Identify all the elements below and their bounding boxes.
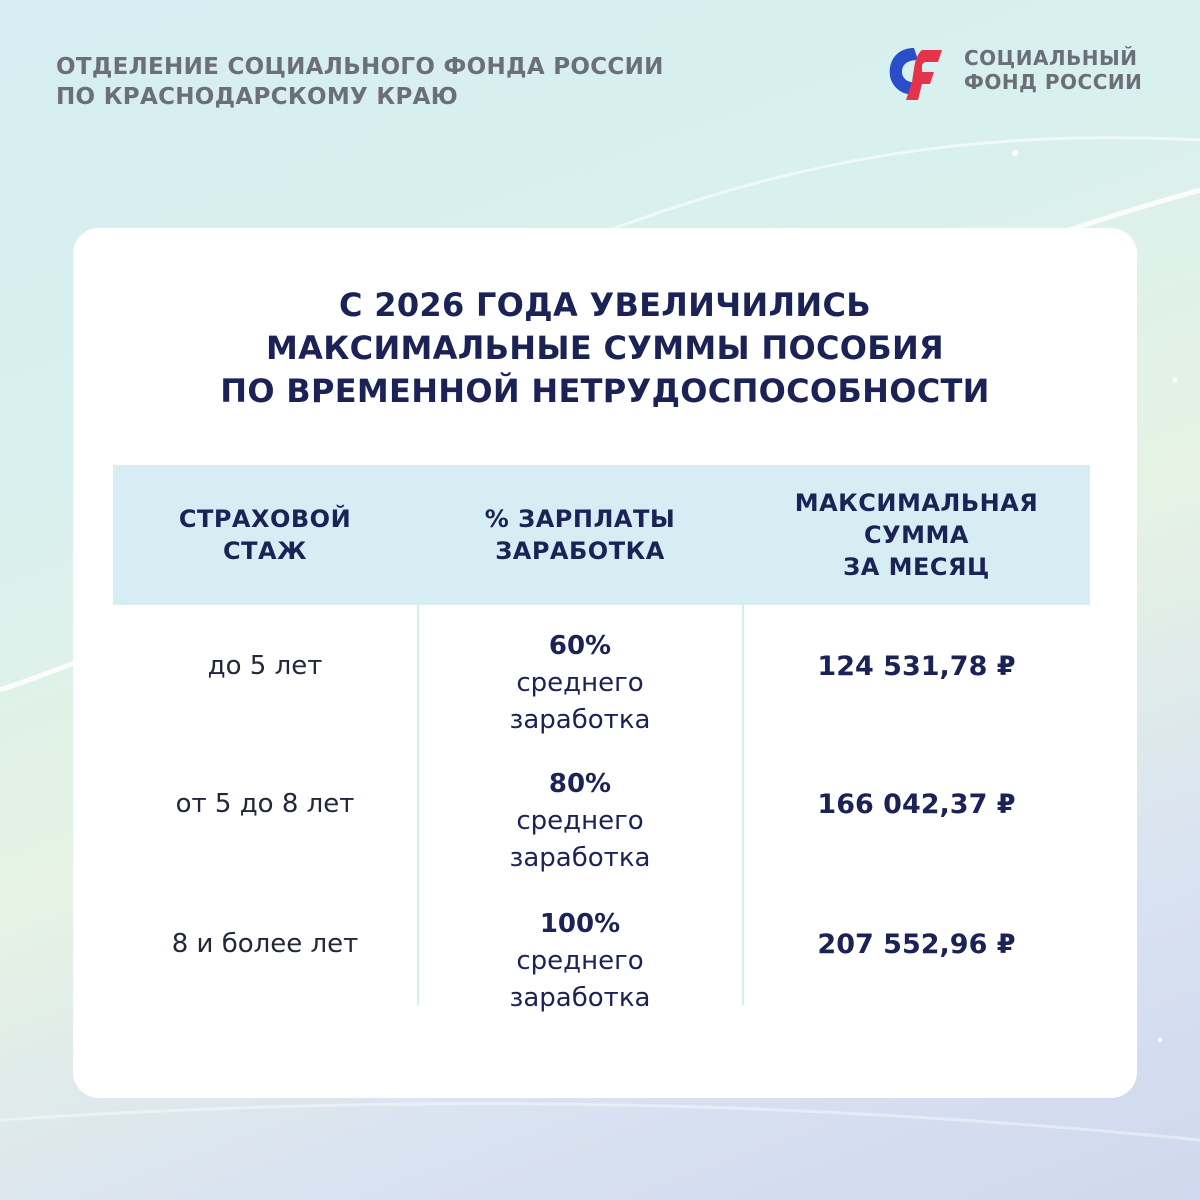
row-percent-line3: заработка (509, 983, 651, 1013)
row-percent-value: 100% (539, 909, 621, 939)
title-line3: ПО ВРЕМЕННОЙ НЕТРУДОСПОСОБНОСТИ (220, 372, 990, 410)
info-card (73, 228, 1137, 1098)
header-percent (417, 465, 743, 605)
org-name-line2: ПО КРАСНОДАРСКОМУ КРАЮ (56, 84, 459, 110)
title-line2: МАКСИМАЛЬНЫЕ СУММЫ ПОСОБИЯ (266, 329, 944, 367)
table-row (113, 766, 1090, 896)
row-percent-value: 80% (548, 769, 612, 799)
table-header (113, 465, 1090, 605)
row-amount: 124 531,78 ₽ (817, 651, 1016, 682)
social-fund-logo (884, 38, 1154, 104)
row-percent-line3: заработка (509, 705, 651, 735)
header-percent-line2: ЗАРАБОТКА (495, 537, 665, 565)
title-line1: С 2026 ГОДА УВЕЛИЧИЛИСЬ (339, 286, 871, 324)
org-name-line1: ОТДЕЛЕНИЕ СОЦИАЛЬНОГО ФОНДА РОССИИ (56, 54, 664, 80)
table-row (113, 906, 1090, 1036)
row-amount: 207 552,96 ₽ (817, 929, 1016, 960)
row-percent-line2: среднего (516, 946, 644, 976)
row-percent-line3: заработка (509, 843, 651, 873)
header-max-sum-line3: ЗА МЕСЯЦ (843, 553, 990, 581)
row-experience: 8 и более лет (171, 929, 359, 959)
row-percent-line2: среднего (516, 668, 644, 698)
org-name (56, 52, 664, 112)
row-percent-line2: среднего (516, 806, 644, 836)
row-percent (417, 906, 743, 1017)
header-max-sum-line1: МАКСИМАЛЬНАЯ (794, 489, 1039, 517)
header-experience (113, 465, 417, 605)
row-experience: до 5 лет (207, 651, 323, 681)
card-title (73, 284, 1137, 413)
header-experience-line1: СТРАХОВОЙ (178, 505, 352, 533)
logo-line2: ФОНД РОССИИ (964, 70, 1143, 94)
social-fund-logo-icon (884, 42, 950, 102)
row-amount: 166 042,37 ₽ (817, 789, 1016, 820)
logo-text (964, 46, 1142, 94)
header-percent-line1: % ЗАРПЛАТЫ (484, 505, 676, 533)
header-experience-line2: СТАЖ (223, 537, 307, 565)
row-experience: от 5 до 8 лет (175, 789, 355, 819)
logo-line1: СОЦИАЛЬНЫЙ (964, 46, 1138, 70)
row-percent-value: 60% (548, 631, 612, 661)
table-row (113, 628, 1090, 758)
header-max-sum-line2: СУММА (864, 521, 969, 549)
row-percent (417, 628, 743, 739)
row-percent (417, 766, 743, 877)
header-max-sum (743, 465, 1090, 605)
